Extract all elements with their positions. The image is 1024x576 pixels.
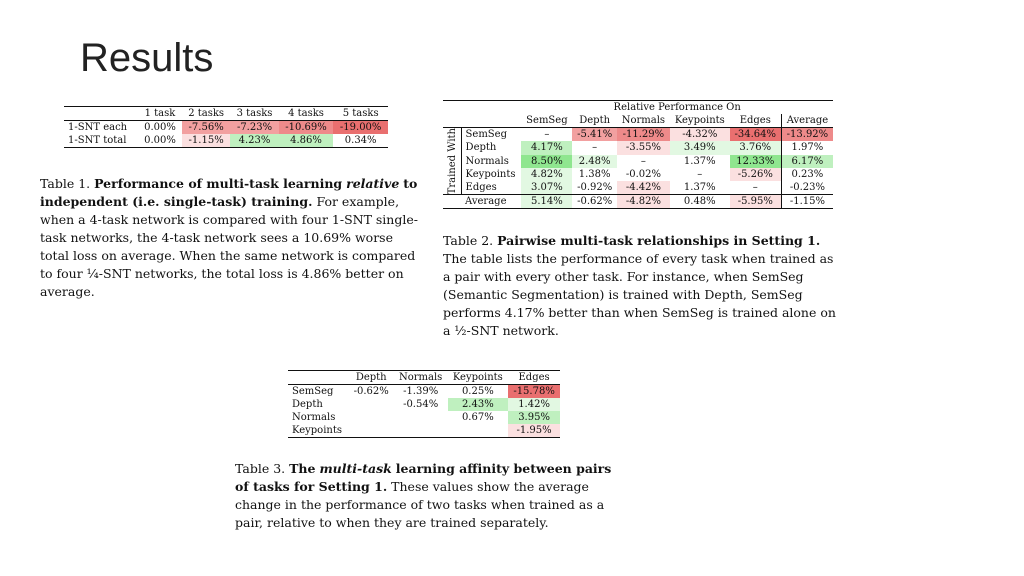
table-row: [288, 424, 560, 438]
caption-bold: Performance of multi-task learning: [94, 176, 343, 191]
table-cell: -34.64%: [730, 128, 782, 142]
table-3-header: Edges: [518, 372, 550, 383]
table-row: [64, 121, 388, 135]
table-cell: [448, 424, 509, 438]
table-row: [443, 168, 833, 181]
table-cell: 1.38%: [578, 168, 611, 180]
table-cell: 4.23%: [230, 134, 278, 148]
table-cell: –: [697, 168, 703, 180]
table-cell: -7.23%: [230, 121, 278, 135]
table-2: [443, 100, 833, 209]
table-cell: 0.23%: [781, 168, 833, 181]
table-cell: -0.23%: [781, 181, 833, 195]
table-cell: 3.49%: [670, 141, 730, 154]
table-row: [288, 398, 560, 411]
table-cell: –: [544, 129, 550, 141]
table-3-header: Keypoints: [452, 372, 503, 383]
table-3-header-row: [288, 371, 560, 385]
table-2-caption: [443, 232, 841, 340]
table-row: [288, 411, 560, 424]
table-cell: 4.86%: [279, 134, 334, 148]
table-cell: -0.62%: [353, 386, 389, 397]
table-cell: -19.00%: [333, 121, 388, 135]
table-cell: -5.41%: [572, 128, 617, 142]
table-cell: -1.39%: [403, 386, 439, 397]
table-cell: -1.15%: [781, 195, 833, 209]
caption-bold: learning affinity between pairs of tasks for Setting 1.: [235, 461, 612, 494]
table-cell: 2.43%: [448, 398, 509, 411]
table-cell: 6.17%: [781, 155, 833, 168]
caption-text: The table lists the performance of every task when trained as a pair with every other task. For instance, when SemSeg (Semantic Segmentation) is trained with Depth, SemSeg performs 4.17% better than when SemSeg is trained alone on a ¹⁄₂-SNT network.: [443, 251, 836, 338]
table-2-header: Normals: [617, 114, 670, 128]
table-cell: -7.56%: [182, 121, 230, 135]
side-label: Trained With: [443, 128, 461, 195]
table-cell: -0.54%: [403, 399, 439, 410]
table-3-header: Normals: [398, 372, 443, 383]
caption-text: These values show the average change in the performance of two tasks when trained as a pair, relative to when they are trained separately.: [235, 479, 605, 530]
table-cell: -3.55%: [617, 141, 670, 154]
table-cell: 4.17%: [521, 141, 572, 154]
row-label: Depth: [465, 142, 497, 154]
table-1-header: 2 tasks: [188, 108, 225, 119]
table-3-caption: [235, 460, 621, 532]
table-1-header-row: [64, 107, 388, 121]
table-cell: 0.48%: [670, 195, 730, 209]
table-cell: 0.34%: [344, 135, 377, 146]
row-label: Depth: [292, 399, 323, 410]
table-row: [64, 134, 388, 148]
table-row: [443, 181, 833, 195]
caption-text: For example, when a 4-task network is compared with four 1-SNT single-task networks, the 4-task network sees a 10.69% worse total loss on average. When the same network is compared to four ¹⁄₄-SNT networks, the total loss is 4.86% better on average.: [40, 194, 418, 299]
caption-bold-italic: relative: [346, 176, 400, 191]
caption-bold: Pairwise multi-task relationships in Setting 1.: [497, 233, 821, 248]
table-cell: -11.29%: [617, 128, 670, 142]
table-cell: -0.92%: [577, 182, 613, 194]
row-label: Keypoints: [465, 168, 516, 180]
table-row: [443, 155, 833, 168]
table-cell: 1.37%: [683, 155, 716, 167]
table-cell: -10.69%: [279, 121, 334, 135]
table-2-average-row: [443, 195, 833, 209]
caption-prefix: Table 1.: [40, 176, 91, 191]
table-cell: [394, 424, 448, 438]
table-1-header: 5 tasks: [342, 108, 379, 119]
table-cell: 2.48%: [572, 155, 617, 168]
row-label: Normals: [292, 412, 336, 423]
row-label: 1-SNT total: [68, 135, 127, 146]
table-cell: -13.92%: [781, 128, 833, 142]
table-cell: 0.00%: [144, 135, 176, 146]
table-row: [443, 141, 833, 154]
table-cell: [349, 424, 394, 438]
table-cell: 1.42%: [508, 398, 560, 411]
table-1-caption: [40, 175, 420, 301]
table-2-header: SemSeg: [521, 114, 572, 128]
table-1-header: 3 tasks: [236, 108, 273, 119]
row-label: 1-SNT each: [68, 122, 128, 133]
table-2-header: Edges: [730, 114, 782, 128]
table-cell: 1.37%: [683, 182, 716, 194]
table-cell: –: [640, 155, 646, 167]
table-2-header: Depth: [572, 114, 617, 128]
table-cell: 8.50%: [521, 155, 572, 168]
table-cell: [349, 398, 394, 411]
table-row: [443, 128, 833, 142]
table-cell: –: [592, 142, 598, 154]
table-cell: 0.67%: [461, 412, 494, 423]
table-2-header: Average: [781, 114, 833, 128]
table-cell: 3.07%: [521, 181, 572, 195]
table-cell: 0.00%: [144, 122, 176, 133]
table-cell: -0.02%: [625, 168, 661, 180]
row-label: Average: [461, 195, 521, 209]
table-3-header: [288, 371, 349, 385]
table-cell: -4.82%: [617, 195, 670, 209]
caption-bold-italic: multi-task: [319, 461, 392, 476]
table-cell: [394, 411, 448, 424]
table-cell: -4.32%: [670, 128, 730, 142]
table-cell: 3.95%: [508, 411, 560, 424]
table-2-super-header-row: [443, 101, 833, 115]
caption-prefix: Table 3.: [235, 461, 286, 476]
table-cell: 1.97%: [781, 141, 833, 154]
table-3-header: Depth: [355, 372, 387, 383]
row-label: Normals: [465, 155, 509, 167]
table-cell: –: [752, 182, 758, 194]
table-cell: 12.33%: [730, 155, 782, 168]
caption-bold: The: [289, 461, 316, 476]
row-label: Edges: [465, 182, 497, 194]
slide-title: Results: [80, 36, 214, 80]
row-label: SemSeg: [292, 386, 334, 397]
table-cell: -1.15%: [182, 134, 230, 148]
table-cell: [349, 411, 394, 424]
table-2-header: Keypoints: [670, 114, 730, 128]
table-cell: -1.95%: [508, 424, 560, 438]
table-cell: 5.14%: [521, 195, 572, 209]
table-1: [64, 106, 388, 148]
table-2-header-row: [443, 114, 833, 128]
caption-bold: to independent (i.e. single-task) training.: [40, 176, 418, 209]
table-cell: 4.82%: [521, 168, 572, 181]
table-cell: -5.95%: [730, 195, 782, 209]
row-label: SemSeg: [465, 129, 507, 141]
table-cell: -0.62%: [572, 195, 617, 209]
row-label: Keypoints: [292, 425, 342, 436]
table-row: [288, 385, 560, 399]
table-cell: -5.26%: [730, 168, 782, 181]
table-1-header: [64, 107, 138, 121]
caption-prefix: Table 2.: [443, 233, 494, 248]
table-1-header: 1 task: [144, 108, 176, 119]
table-1-header: 4 tasks: [288, 108, 324, 119]
table-2-super-header: Relative Performance On: [613, 102, 741, 113]
table-cell: 0.25%: [461, 386, 494, 397]
table-cell: -4.42%: [617, 181, 670, 195]
table-3: [288, 370, 560, 438]
table-cell: -15.78%: [508, 385, 560, 399]
table-cell: 3.76%: [730, 141, 782, 154]
